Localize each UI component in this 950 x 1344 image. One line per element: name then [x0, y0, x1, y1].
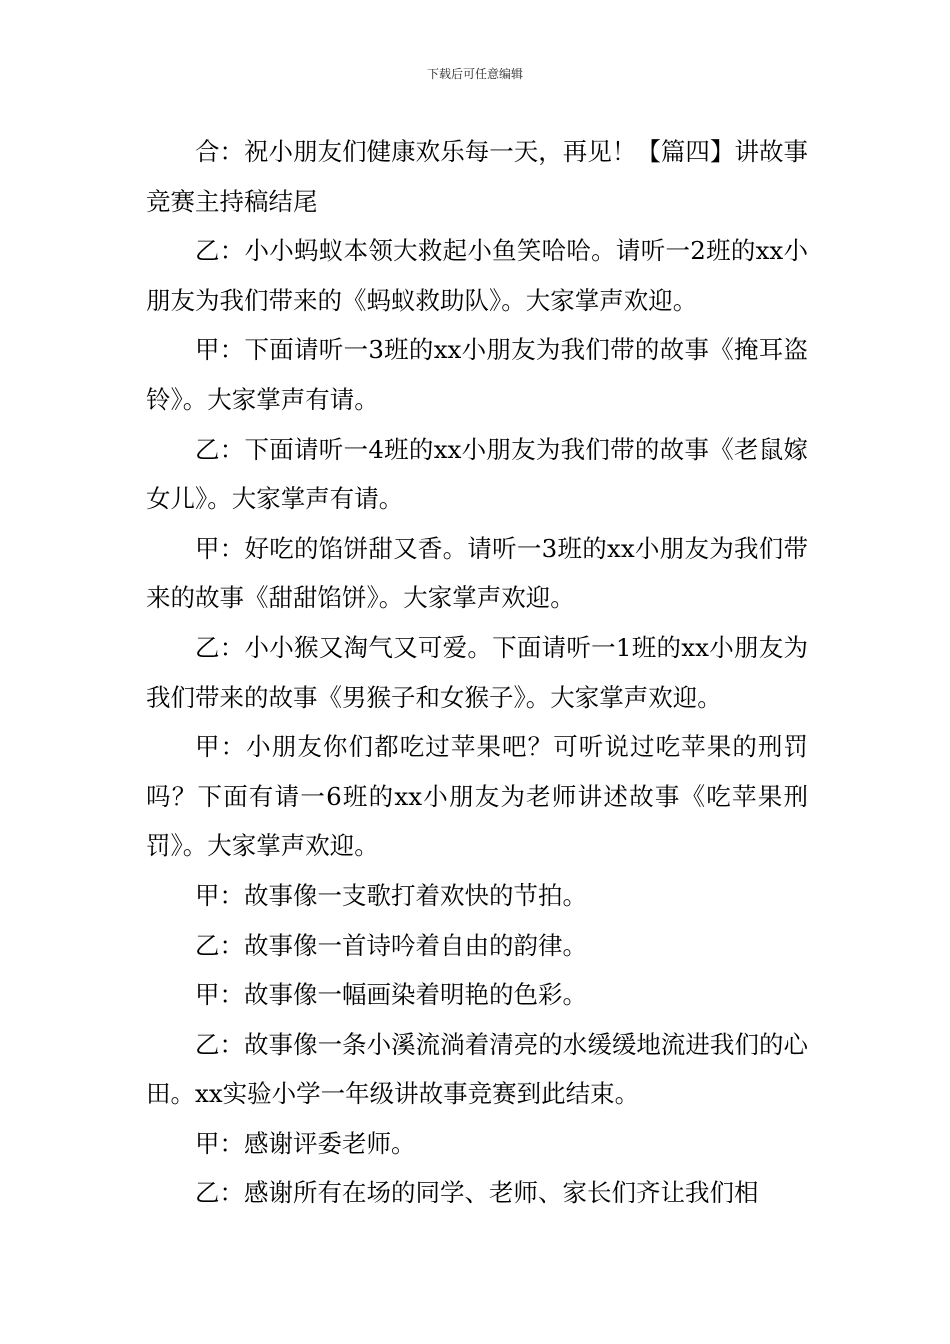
paragraph: 乙：感谢所有在场的同学、老师、家长们齐让我们相	[195, 1178, 759, 1208]
page-header: 下载后可任意编辑	[426, 67, 523, 81]
paragraph: 乙：故事像一首诗吟着自由的韵律。	[195, 930, 587, 960]
paragraph: 甲：感谢评委老师。	[195, 1128, 416, 1158]
document-body	[146, 127, 808, 1218]
paragraph: 甲：小朋友你们都吃过苹果吧？可听说过吃苹果的刑罚吗？下面有请一6班的xx小朋友为老师讲述故事《吃苹果刑罚》。大家掌声欢迎。	[146, 732, 808, 861]
paragraph: 乙：故事像一条小溪流淌着清亮的水缓缓地流进我们的心田。xx实验小学一年级讲故事竞赛到此结束。	[146, 1029, 808, 1109]
paragraph: 甲：下面请听一3班的xx小朋友为我们带的故事《掩耳盗铃》。大家掌声有请。	[146, 335, 808, 414]
paragraph: 甲：故事像一幅画染着明艳的色彩。	[195, 980, 587, 1010]
paragraph: 甲：好吃的馅饼甜又香。请听一3班的xx小朋友为我们带来的故事《甜甜馅饼》。大家掌声欢迎。	[146, 533, 808, 613]
paragraph: 合：祝小朋友们健康欢乐每一天，再见！【篇四】讲故事竞赛主持稿结尾	[146, 137, 808, 216]
paragraph: 乙：小小猴又淘气又可爱。下面请听一1班的xx小朋友为我们带来的故事《男猴子和女猴子》。大家掌声欢迎。	[146, 632, 808, 712]
paragraph: 乙：小小蚂蚁本领大救起小鱼笑哈哈。请听一2班的xx小朋友为我们带来的《蚂蚁救助队》。大家掌声欢迎。	[146, 236, 808, 315]
paragraph: 甲：故事像一支歌打着欢快的节拍。	[195, 880, 587, 910]
paragraph: 乙：下面请听一4班的xx小朋友为我们带的故事《老鼠嫁女儿》。大家掌声有请。	[146, 434, 808, 514]
